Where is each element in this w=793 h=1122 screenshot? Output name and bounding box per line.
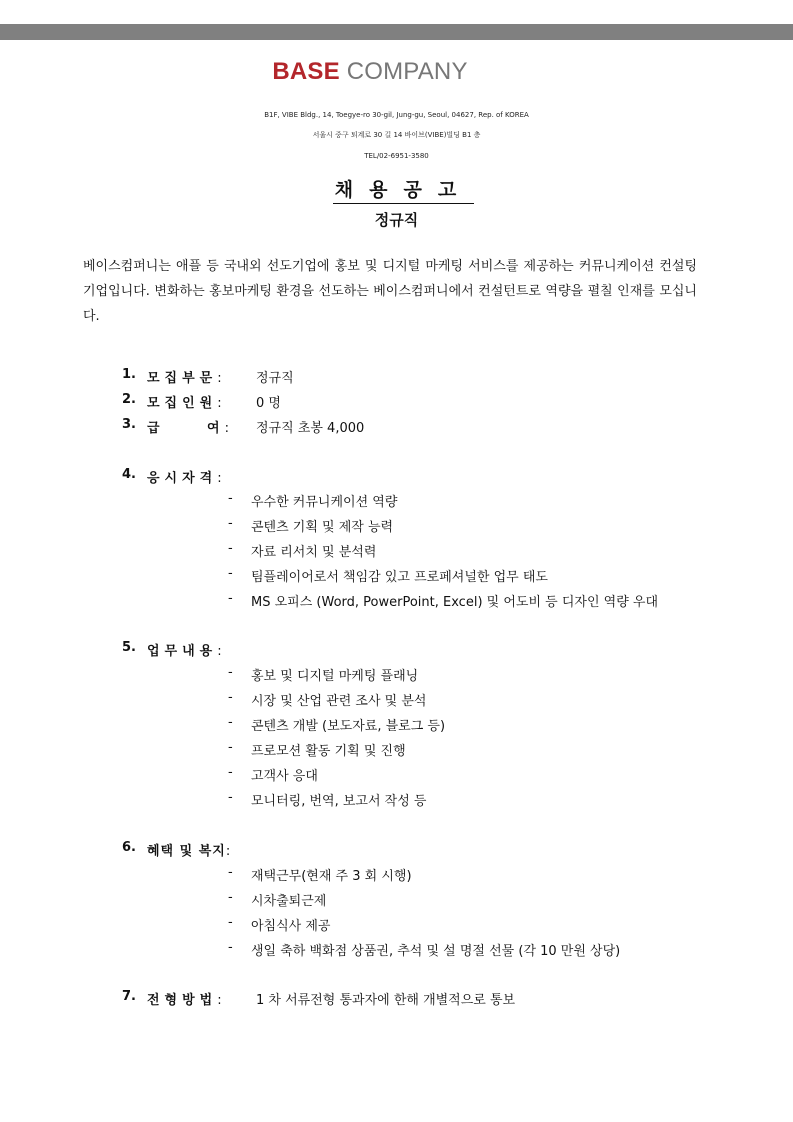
logo-company: COMPANY <box>346 58 468 85</box>
logo-base: BASE <box>272 58 340 85</box>
section-label: 응시자격: <box>147 471 222 486</box>
list-item: 재택근무(현재 주 3 회 시행) <box>251 869 412 884</box>
list-item: 생일 축하 백화점 상품권, 추석 및 설 명절 선물 (각 10 만원 상당) <box>251 944 621 959</box>
section-label: 전형방법: <box>147 993 222 1008</box>
list-item: 홍보 및 디지털 마케팅 플래닝 <box>251 669 419 684</box>
list-item: 고객사 응대 <box>251 769 318 784</box>
section-label-a: 급 <box>147 421 165 436</box>
list-item: 프로모션 활동 기획 및 진행 <box>251 744 406 759</box>
list-item: 모니터링, 번역, 보고서 작성 등 <box>251 794 427 809</box>
section-value: 0 명 <box>256 396 281 411</box>
page-subtitle: 정규직 <box>374 211 419 229</box>
intro-paragraph: 베이스컴퍼니는 애플 등 국내외 선도기업에 홍보 및 디지털 마케팅 서비스를 제공하는 커뮤니케이션 컨설팅 기업입니다. 변화하는 홍보마케팅 환경을 선도하는 베이스컴퍼니에서 컨설턴트로 역량을 펼칠 인재를 모십니다. <box>83 259 697 324</box>
list-item: 콘텐츠 개발 (보도자료, 블로그 등) <box>251 719 446 734</box>
list-item: 시장 및 산업 관련 조사 및 분석 <box>251 694 427 709</box>
list-item: 팀플레이어로서 책임감 있고 프로페셔널한 업무 태도 <box>251 570 548 585</box>
telephone: TEL/02-6951-3580 <box>364 152 429 160</box>
section-value: 1 차 서류전형 통과자에 한해 개별적으로 통보 <box>256 993 516 1008</box>
list-item: 자료 리서치 및 분석력 <box>251 545 377 560</box>
section-label: 혜택 및 복지: <box>147 844 231 859</box>
list-item: MS 오피스 (Word, PowerPoint, Excel) 및 어도비 등 디자인 역량 우대 <box>251 595 659 610</box>
list-item: 콘텐츠 기획 및 제작 능력 <box>251 520 394 535</box>
list-item: 아침식사 제공 <box>251 919 331 934</box>
list-item: 시차출퇴근제 <box>251 894 327 909</box>
address-english: B1F, VIBE Bldg., 14, Toegye-ro 30-gil, Jung-gu, Seoul, 04627, Rep. of KOREA <box>264 111 529 119</box>
address-korean: 서울시 중구 퇴계로 30 길 14 바이브(VIBE)빌딩 B1 층 <box>312 131 481 139</box>
page-title: 채용공고 <box>0 175 793 204</box>
section-label: 업무내용: <box>147 644 222 659</box>
list-item: 우수한 커뮤니케이션 역량 <box>251 495 398 510</box>
section-value: 정규직 <box>256 371 294 386</box>
section-label: 모집부문: <box>147 371 222 386</box>
section-label-b: 여: <box>207 421 229 436</box>
company-logo <box>0 58 740 86</box>
section-value: 정규직 초봉 4,000 <box>256 421 365 436</box>
section-label: 모집인원: <box>147 396 222 411</box>
top-bar <box>0 24 793 40</box>
